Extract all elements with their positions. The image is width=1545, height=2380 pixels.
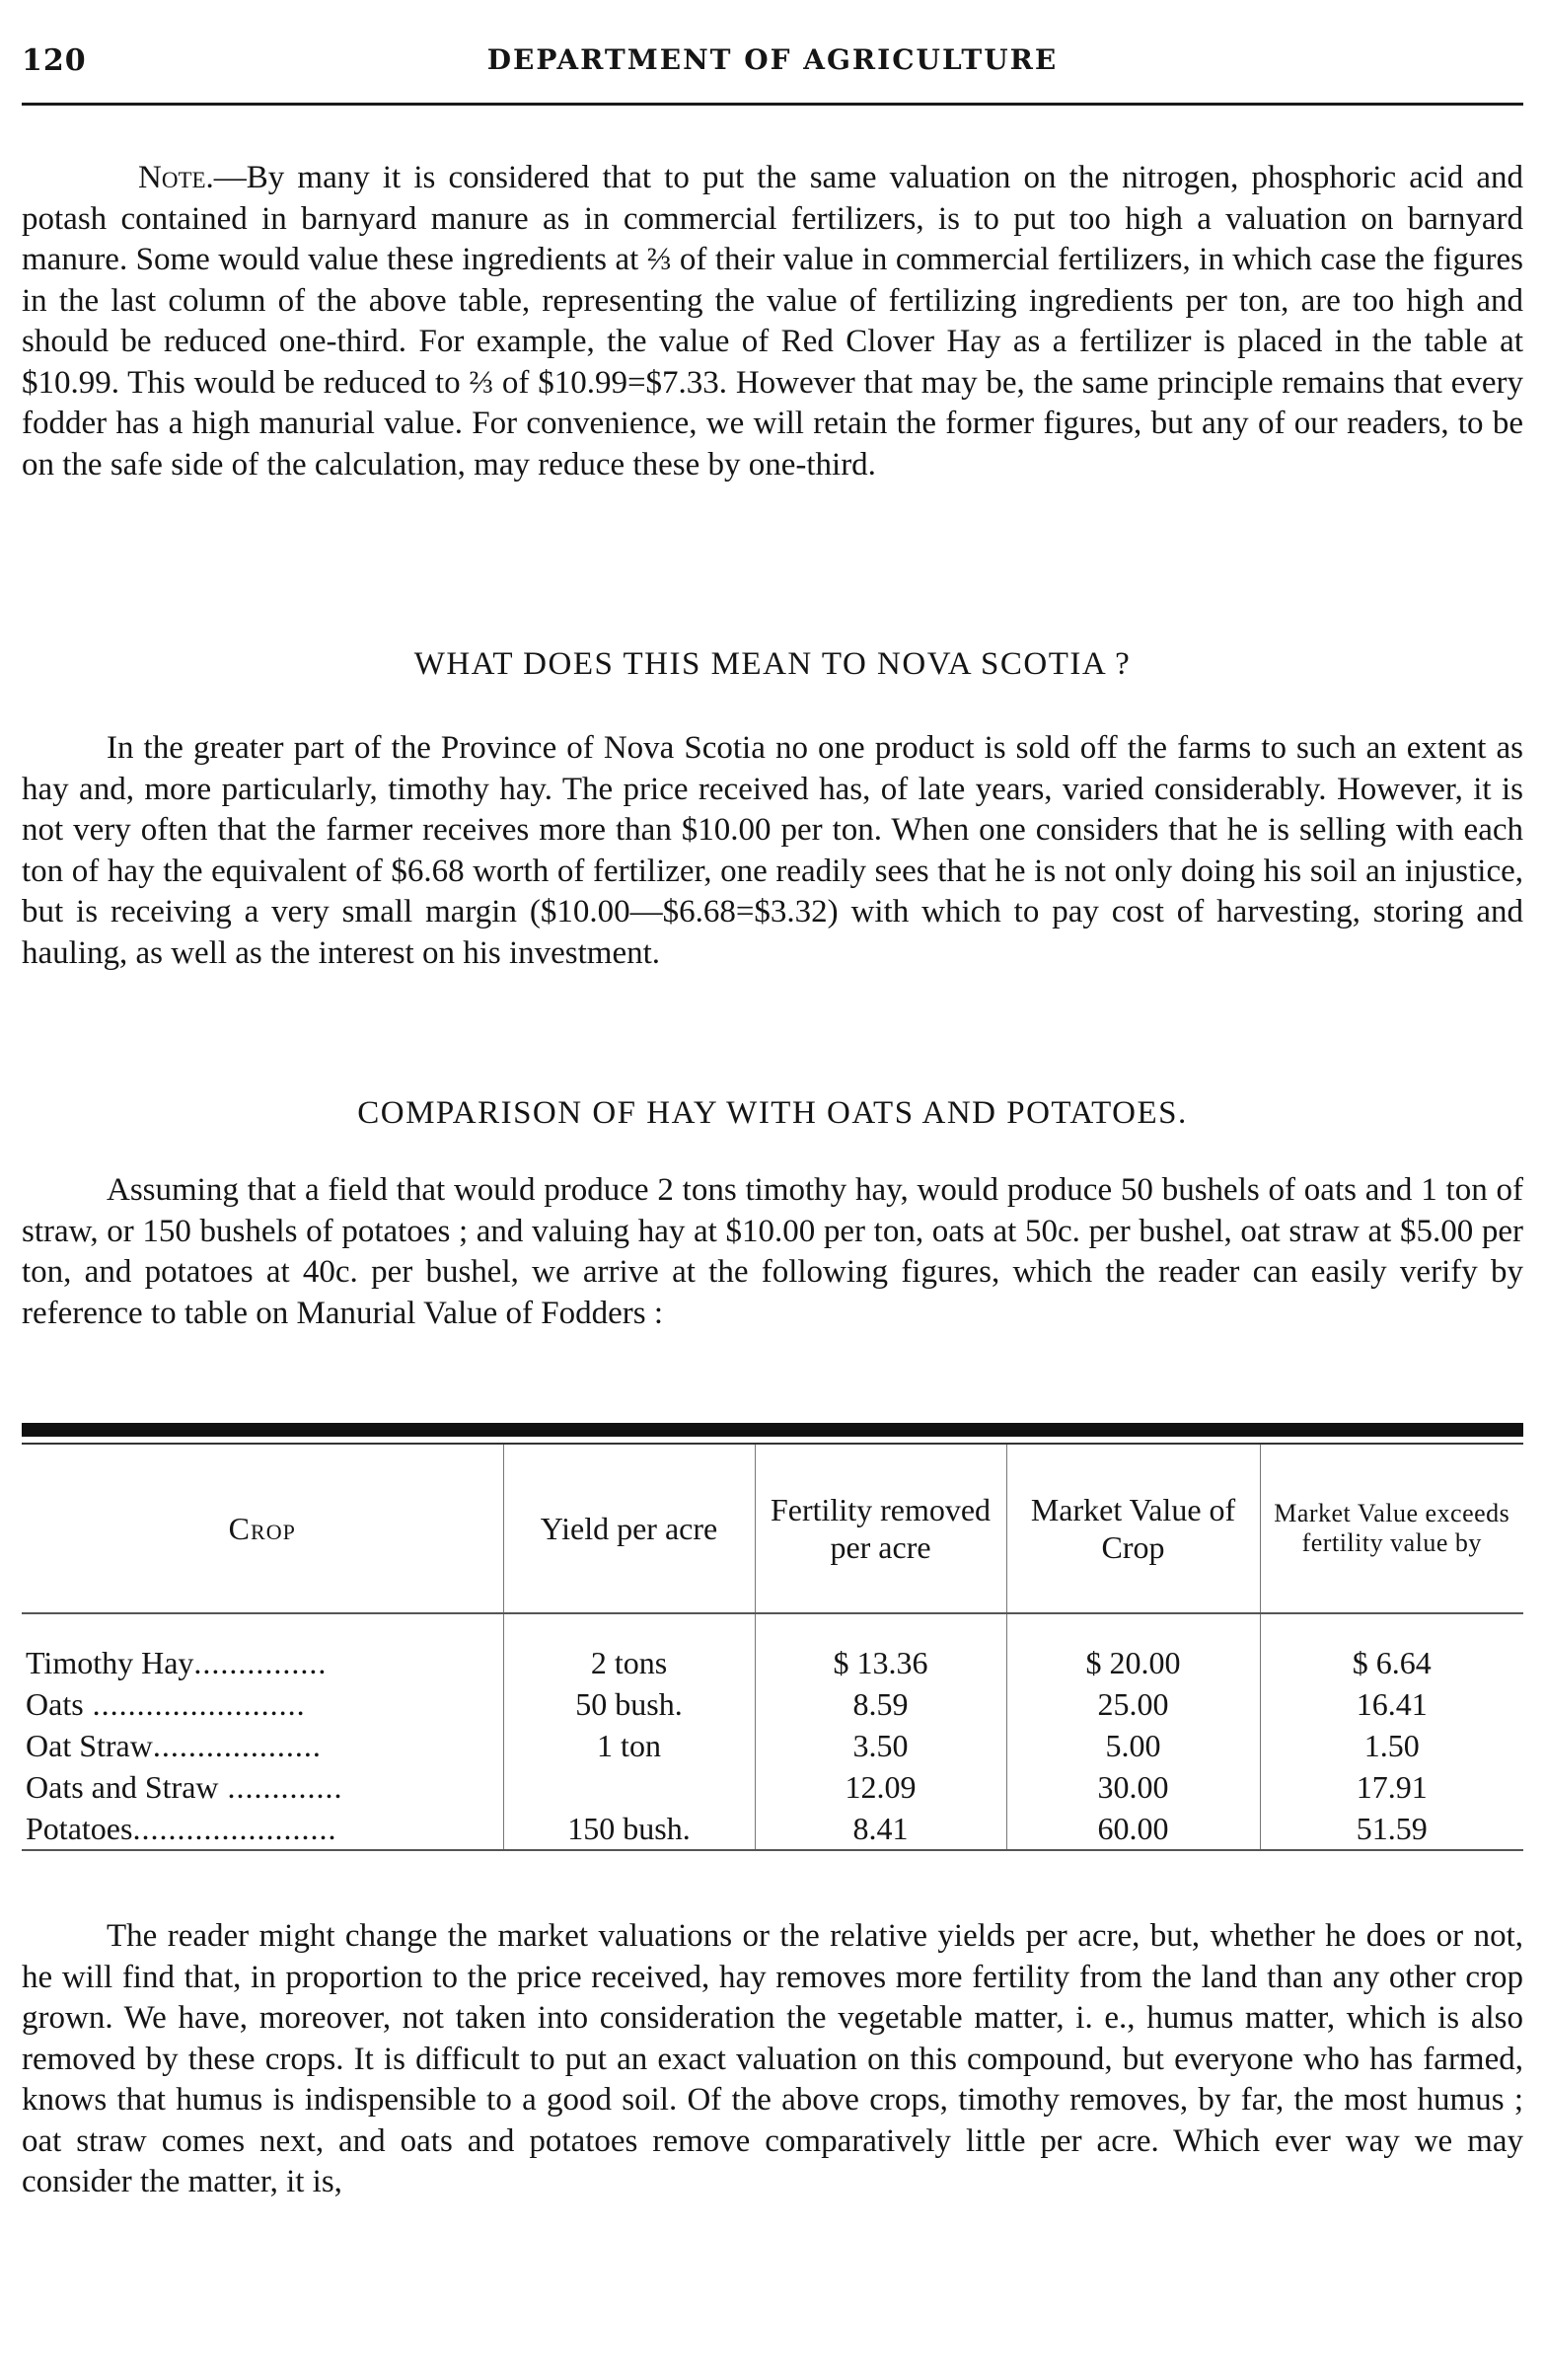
table-header-row (22, 1445, 1523, 1613)
yield-cell: 50 bush. (503, 1683, 755, 1725)
exceeds-cell: $ 6.64 (1260, 1613, 1523, 1683)
exceeds-cell: 1.50 (1260, 1725, 1523, 1766)
table-top-thick-rule (22, 1423, 1523, 1437)
comparison-paragraph: Assuming that a field that would produce 2 tons timothy hay, would produce 50 bushels of oats and 1 ton of straw, or 150 bushels of potatoes ; and valuing hay at $10.00 per ton, oats at 50c. per bushel, oat straw at $5.00 per ton, and potatoes at 40c. per bushel, we arrive at the following figures, which the reader can easily verify by reference to table on Manurial Value of Fodders : (22, 1172, 1523, 1331)
market-cell: 25.00 (1006, 1683, 1260, 1725)
note-paragraph (22, 158, 1523, 485)
header-value-exceeds: Market Value exceeds fertility value by (1260, 1445, 1523, 1613)
header-crop: Crop (228, 1511, 296, 1546)
running-title: DEPARTMENT OF AGRICULTURE (486, 43, 1059, 76)
table-row (22, 1683, 1523, 1725)
fertility-cell: 8.41 (755, 1808, 1006, 1850)
table-row (22, 1613, 1523, 1683)
exceeds-cell: 51.59 (1260, 1808, 1523, 1850)
crop-comparison-table-container (22, 1423, 1523, 1851)
header-market-value: Market Value of Crop (1006, 1445, 1260, 1613)
table-row (22, 1725, 1523, 1766)
header-yield: Yield per acre (503, 1445, 755, 1613)
crop-cell: Potatoes....................... (22, 1808, 503, 1850)
table-row (22, 1766, 1523, 1808)
header-fertility-removed: Fertility removed per acre (755, 1445, 1006, 1613)
crop-comparison-table (22, 1445, 1523, 1851)
fertility-cell: $ 13.36 (755, 1613, 1006, 1683)
nova-scotia-paragraph: In the greater part of the Province of Nova Scotia no one product is sold off the farms to such an extent as hay and, more particularly, timothy hay. The price received has, of late years, varied considerably. However, it is not very often that the farmer receives more than $10.00 per ton. When one considers that he is selling with each ton of hay the equivalent of $6.68 worth of fertilizer, one readily sees that he is not only doing his soil an injustice, but is receiving a very small margin ($10.00—$6.68=$3.32) with which to pay cost of harvesting, storing and hauling, as well as the interest on his investment. (22, 730, 1523, 971)
crop-cell: Oat Straw................... (26, 1728, 322, 1763)
crop-cell: Timothy Hay............... (26, 1645, 328, 1680)
yield-cell (503, 1766, 755, 1808)
page-header (22, 43, 1523, 83)
note-text: —By many it is considered that to put the same valuation on the nitrogen, phosphoric acid and potash contained in barnyard manure as in commercial fertilizers, is to put too high a valuation on barnyard manure. Some would value these ingredients at ⅔ of their value in commercial fertilizers, in which case the figures in the last column of the above table, representing the value of fertilizing ingredients per ton, are too high and should be reduced one-third. For example, the value of Red Clover Hay as a fertilizer is placed in the table at $10.99. This would be reduced to ⅔ of $10.99=$7.33. However that may be, the same principle remains that every fodder has a high manurial value. For convenience, we will retain the former figures, but any of our readers, to be on the safe side of the calculation, may reduce these by one-third. (22, 160, 1523, 483)
page-number: 120 (22, 43, 87, 78)
crop-cell: Oats and Straw ............. (26, 1769, 343, 1805)
fertility-cell: 3.50 (755, 1725, 1006, 1766)
closing-paragraph: The reader might change the market valuations or the relative yields per acre, but, whether he does or not, he will find that, in proportion to the price received, hay removes more fertility from the land than any other crop grown. We have, moreover, not taken into consideration the vegetable matter, i. e., humus matter, which is also removed by these crops. It is difficult to put an exact valuation on this compound, but everyone who has farmed, knows that humus is indispensible to a good soil. Of the above crops, timothy removes, by far, the most humus ; oat straw comes next, and oats and potatoes remove comparatively little per acre. Which ever way we may consider the matter, it is, (22, 1918, 1523, 2199)
market-cell: 30.00 (1006, 1766, 1260, 1808)
yield-cell: 150 bush. (503, 1808, 755, 1850)
exceeds-cell: 16.41 (1260, 1683, 1523, 1725)
crop-cell: Oats ........................ (26, 1686, 306, 1722)
yield-cell: 2 tons (503, 1613, 755, 1683)
market-cell: 5.00 (1006, 1725, 1260, 1766)
header-rule (22, 103, 1523, 106)
section-heading-nova-scotia: WHAT DOES THIS MEAN TO NOVA SCOTIA ? (413, 646, 1132, 682)
section-heading-comparison: COMPARISON OF HAY WITH OATS AND POTATOES. (357, 1095, 1188, 1131)
yield-cell: 1 ton (503, 1725, 755, 1766)
fertility-cell: 12.09 (755, 1766, 1006, 1808)
market-cell: 60.00 (1006, 1808, 1260, 1850)
fertility-cell: 8.59 (755, 1683, 1006, 1725)
note-lead: Note. (138, 160, 214, 195)
exceeds-cell: 17.91 (1260, 1766, 1523, 1808)
market-cell: $ 20.00 (1006, 1613, 1260, 1683)
table-row (22, 1808, 1523, 1850)
